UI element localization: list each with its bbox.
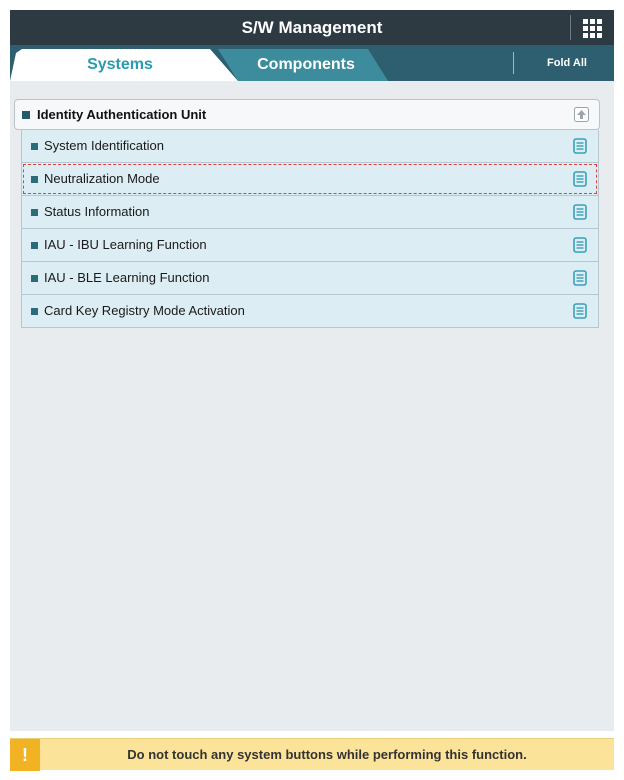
bullet-icon [31, 308, 38, 315]
group-title: Identity Authentication Unit [37, 107, 207, 122]
document-icon[interactable] [573, 171, 587, 187]
document-icon[interactable] [573, 138, 587, 154]
list-item[interactable] [21, 163, 599, 196]
list-item[interactable] [21, 229, 599, 262]
list-item-label: IAU - BLE Learning Function [44, 270, 210, 285]
list-item[interactable] [21, 262, 599, 295]
warning-message: Do not touch any system buttons while performing this function. [127, 747, 527, 762]
tab-components-label: Components [257, 56, 355, 73]
list-item-label: Neutralization Mode [44, 171, 160, 186]
document-icon[interactable] [573, 270, 587, 286]
tab-systems-label: Systems [87, 56, 153, 73]
list-item[interactable] [21, 196, 599, 229]
bullet-icon [31, 275, 38, 282]
group-header[interactable] [14, 99, 600, 130]
document-icon[interactable] [573, 204, 587, 220]
list-item[interactable] [21, 295, 599, 328]
list-item[interactable] [21, 130, 599, 163]
tab-bar [10, 45, 614, 81]
list-item-label: Status Information [44, 204, 150, 219]
list-item-label: IAU - IBU Learning Function [44, 237, 207, 252]
grid-menu-button[interactable] [580, 17, 604, 39]
title-bar [10, 10, 614, 45]
toolbar-divider [513, 52, 514, 74]
title-divider [570, 15, 571, 40]
bullet-icon [31, 242, 38, 249]
list-item-label: System Identification [44, 138, 164, 153]
item-list [21, 130, 599, 328]
bullet-icon [31, 143, 38, 150]
bullet-icon [31, 209, 38, 216]
warning-icon: ! [10, 739, 40, 771]
bullet-icon [22, 111, 30, 119]
fold-all-button[interactable]: Fold All [547, 57, 587, 69]
grid-menu-icon [580, 17, 604, 39]
document-icon[interactable] [573, 237, 587, 253]
document-icon[interactable] [573, 303, 587, 319]
collapse-up-icon[interactable] [574, 107, 589, 122]
page-title: S/W Management [241, 18, 383, 37]
warning-bar [10, 738, 614, 770]
tab-systems[interactable] [10, 49, 250, 81]
app-frame [10, 10, 614, 731]
bullet-icon [31, 176, 38, 183]
list-item-label: Card Key Registry Mode Activation [44, 303, 245, 318]
